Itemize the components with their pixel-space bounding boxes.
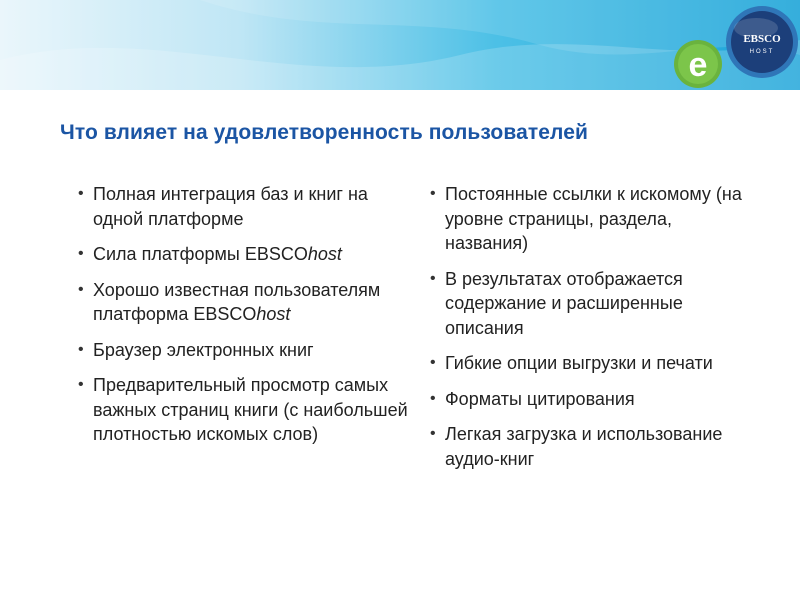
list-item xyxy=(78,242,408,267)
list-item-text: Предварительный просмотр самых важных страниц книги (с наибольшей плотностью искомых слов) xyxy=(93,375,408,444)
right-bullet-list xyxy=(430,182,760,482)
list-item-text: Легкая загрузка и использование аудио-книг xyxy=(445,424,723,469)
logo-brand-bottom: HOST xyxy=(749,49,775,55)
list-item xyxy=(430,387,760,412)
list-item xyxy=(430,267,760,341)
list-item-text: Сила платформы EBSCO xyxy=(93,244,308,264)
list-item xyxy=(78,373,408,447)
list-item xyxy=(430,422,760,471)
list-item-text: Полная интеграция баз и книг на одной платформе xyxy=(93,184,368,229)
list-item xyxy=(78,278,408,327)
list-item xyxy=(78,338,408,363)
list-item-suffix: host xyxy=(307,244,342,264)
logo-brand-top: EBSCO xyxy=(743,33,781,45)
list-item xyxy=(430,351,760,376)
list-item-suffix: host xyxy=(256,304,291,324)
slide-title: Что влияет на удовлетворенность пользователей xyxy=(60,121,588,144)
list-item-text: Постоянные ссылки к искомому (на уровне страницы, раздела, названия) xyxy=(445,184,742,253)
ebscohost-logo xyxy=(670,2,800,102)
list-item-text: Хорошо известная пользователям платформа EBSCO xyxy=(93,279,381,324)
left-bullet-list xyxy=(78,182,408,458)
list-item xyxy=(78,182,408,231)
logo-letter-e: e xyxy=(688,46,708,84)
list-item-text: В результатах отображается содержание и расширенные описания xyxy=(445,268,683,338)
list-item xyxy=(430,182,760,256)
list-item-text: Форматы цитирования xyxy=(445,388,635,409)
list-item-text: Браузер электронных книг xyxy=(93,339,314,360)
list-item-text: Гибкие опции выгрузки и печати xyxy=(445,353,713,373)
